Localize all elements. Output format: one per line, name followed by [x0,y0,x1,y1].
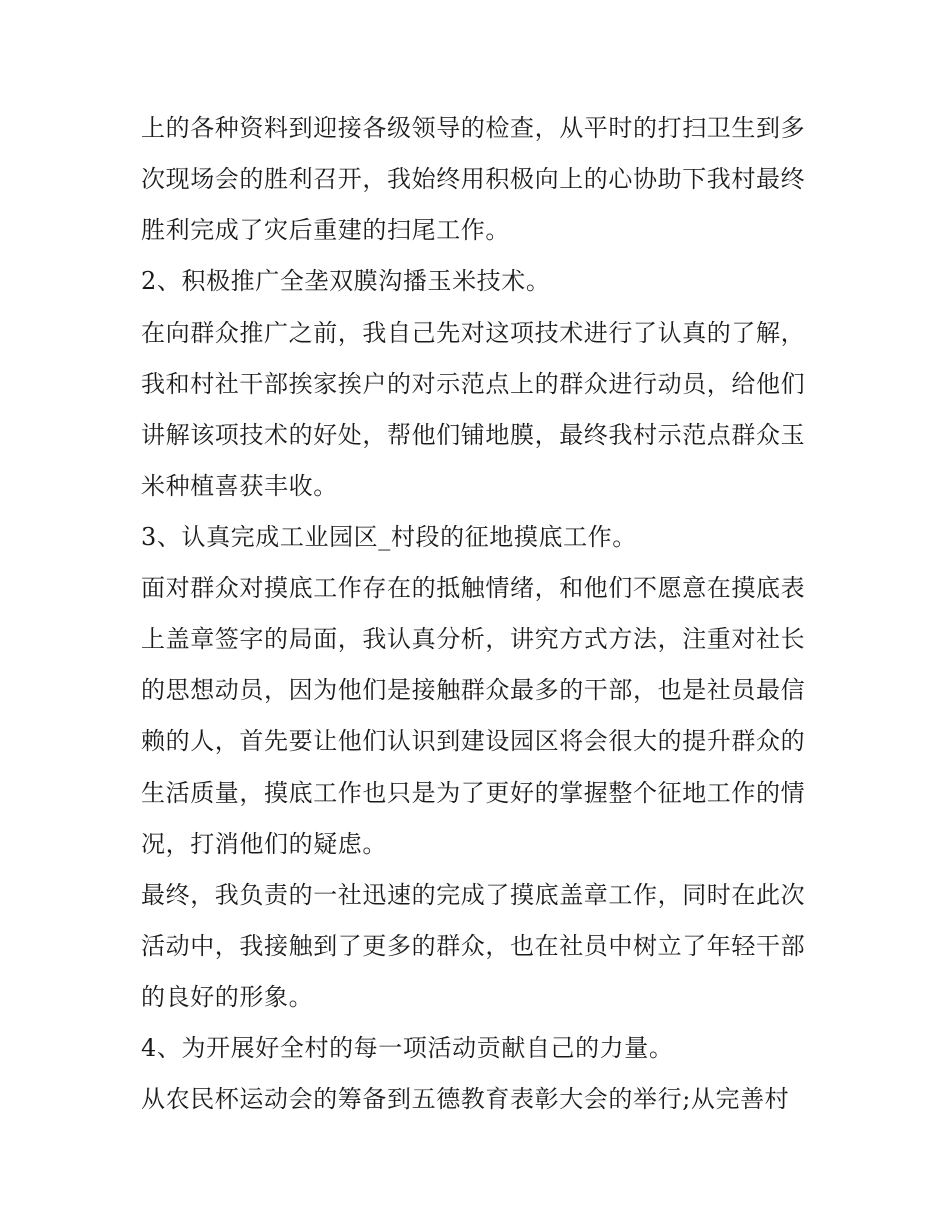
text-line: 活动中，我接触到了更多的群众，也在社员中树立了年轻干部 [141,932,806,960]
text-line: 次现场会的胜利召开，我始终用积极向上的心协助下我村最终 [141,165,806,193]
section-heading-3: 3、认真完成工业园区_村段的征地摸底工作。 [141,523,637,551]
text-line: 面对群众对摸底工作存在的抵触情绪，和他们不愿意在摸底表 [141,574,806,602]
text-line: 从农民杯运动会的筹备到五德教育表彰大会的举行;从完善村 [141,1085,790,1113]
section-heading-2: 2、积极推广全垄双膜沟播玉米技术。 [141,267,551,295]
text-line: 我和村社干部挨家挨户的对示范点上的群众进行动员，给他们 [141,370,806,398]
text-line: 米种植喜获丰收。 [141,472,338,500]
text-line: 况，打消他们的疑虑。 [141,830,387,858]
text-line: 胜利完成了灾后重建的扫尾工作。 [141,216,510,244]
text-line: 上盖章签字的局面，我认真分析，讲究方式方法，注重对社长 [141,625,806,653]
text-line: 的良好的形象。 [141,983,314,1011]
text-line: 讲解该项技术的好处，帮他们铺地膜，最终我村示范点群众玉 [141,421,806,449]
text-line: 最终，我负责的一社迅速的完成了摸底盖章工作，同时在此次 [141,881,806,909]
text-line: 在向群众推广之前，我自己先对这项技术进行了认真的了解， [141,319,806,347]
text-line: 生活质量，摸底工作也只是为了更好的掌握整个征地工作的情 [141,779,806,807]
text-line: 赖的人，首先要让他们认识到建设园区将会很大的提升群众的 [141,727,806,755]
text-line: 的思想动员，因为他们是接触群众最多的干部，也是社员最信 [141,676,806,704]
section-heading-4: 4、为开展好全村的每一项活动贡献自己的力量。 [141,1034,674,1062]
text-line: 上的各种资料到迎接各级领导的检查，从平时的打扫卫生到多 [141,114,806,142]
